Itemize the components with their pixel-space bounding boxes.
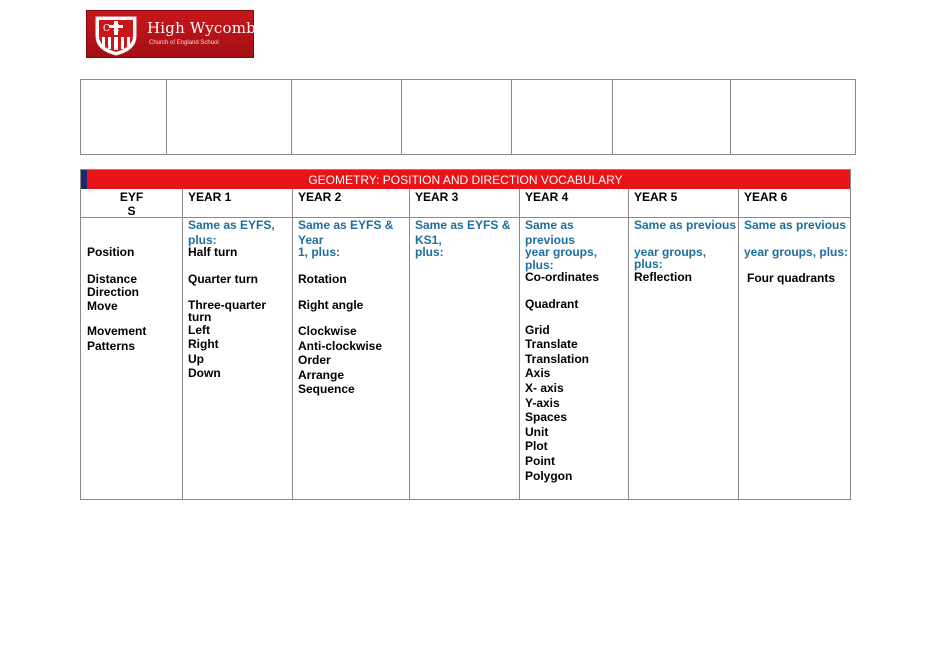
vocab-word: Axis (525, 366, 551, 381)
vocab-word: Anti-clockwise (298, 338, 383, 353)
header-year3: YEAR 3 (415, 190, 459, 204)
vocab-word: Distance (87, 271, 138, 286)
column-divider (409, 189, 410, 499)
vocab-word: Translation (525, 351, 590, 366)
blank-cell (292, 80, 402, 155)
year2-column (298, 218, 393, 397)
blank-cell (613, 80, 731, 155)
vocab-word: Translate (525, 337, 578, 352)
column-divider (292, 189, 293, 499)
school-name: High Wycombe (147, 19, 266, 37)
intro-text: 1, plus: (298, 245, 341, 260)
vocab-word: Reflection (634, 269, 693, 284)
vocab-word: Point (525, 453, 555, 468)
intro-text: Same as EYFS & (415, 218, 511, 232)
blank-header-table (80, 79, 856, 155)
header-eyfs-line1: EYF (119, 190, 144, 204)
header-year5: YEAR 5 (634, 190, 678, 204)
header-eyfs-line2: S (127, 204, 136, 218)
intro-text: year groups, (525, 245, 598, 260)
vocabulary-table (80, 169, 851, 500)
vocab-word: Y-axis (525, 395, 560, 410)
vocab-word: Polygon (525, 468, 573, 483)
vocab-word: Three-quarter (188, 298, 267, 313)
column-divider (738, 189, 739, 499)
blank-cell (81, 80, 167, 155)
vocab-word: Rotation (298, 271, 347, 286)
vocab-word: Direction (87, 285, 140, 300)
vocab-word: Grid (525, 322, 550, 337)
intro-text: plus: (188, 232, 217, 247)
vocab-word: Spaces (525, 410, 568, 425)
vocab-word: Patterns (87, 338, 136, 353)
vocab-word: Four quadrants (747, 271, 836, 286)
column-divider (519, 189, 520, 499)
vocab-word: Position (87, 245, 135, 259)
year3-column (415, 218, 510, 260)
intro-text: Same as previous (634, 218, 737, 232)
intro-text: year groups, (634, 244, 707, 259)
intro-text: plus: (415, 245, 444, 260)
blank-cell (402, 80, 512, 155)
vocab-word: Left (188, 322, 210, 337)
vocab-word: Move (87, 298, 118, 313)
intro-text: KS1, (415, 232, 442, 247)
year6-column (744, 218, 848, 286)
vocab-word: Right (188, 337, 219, 352)
intro-text: year groups, plus: (744, 244, 849, 259)
column-divider (182, 189, 183, 499)
crest-letters: C E (103, 24, 120, 34)
vocab-word: Order (298, 353, 331, 368)
vocab-word: Unit (525, 424, 549, 439)
header-year1: YEAR 1 (188, 190, 232, 204)
vocab-word: Co-ordinates (525, 270, 600, 285)
school-logo (86, 10, 266, 58)
column-divider (628, 189, 629, 499)
year1-column (188, 218, 275, 381)
blank-cell (731, 80, 856, 155)
school-crest-icon (93, 14, 139, 56)
intro-text: previous (525, 232, 576, 247)
vocab-word: Half turn (188, 245, 238, 260)
intro-text: Same as EYFS & (298, 218, 394, 232)
vocab-word: Plot (525, 439, 548, 454)
intro-text: plus: (525, 257, 554, 272)
table-title: GEOMETRY: POSITION AND DIRECTION VOCABULARY (308, 173, 623, 187)
intro-text: Same as previous (744, 218, 847, 232)
year4-column (525, 218, 599, 483)
table-title-bar (81, 170, 850, 189)
school-subtitle: Church of England School (149, 40, 219, 46)
year5-column (634, 218, 736, 284)
intro-text: Same as EYFS, (188, 218, 275, 232)
vocab-word: Up (188, 351, 204, 366)
blank-cell (167, 80, 292, 155)
vocab-word: Quarter turn (188, 271, 259, 286)
header-year6: YEAR 6 (744, 190, 788, 204)
title-accent (81, 170, 87, 189)
vocab-word: Clockwise (298, 323, 357, 338)
header-eyfs (81, 190, 182, 218)
vocab-word: Movement (87, 324, 147, 339)
vocab-word: Quadrant (525, 296, 579, 311)
intro-text: Year (298, 232, 324, 247)
intro-text: Same as (525, 218, 574, 232)
header-year4: YEAR 4 (525, 190, 569, 204)
vocab-word: Right angle (298, 298, 364, 313)
header-year2: YEAR 2 (298, 190, 342, 204)
vocab-word: X- axis (525, 380, 564, 395)
vocab-word: Sequence (298, 382, 355, 397)
vocab-word: Arrange (298, 367, 345, 382)
vocab-word: Down (188, 366, 221, 381)
eyfs-column (87, 245, 146, 354)
blank-cell (512, 80, 613, 155)
vocab-word: turn (188, 309, 212, 324)
intro-text: plus: (634, 257, 663, 272)
